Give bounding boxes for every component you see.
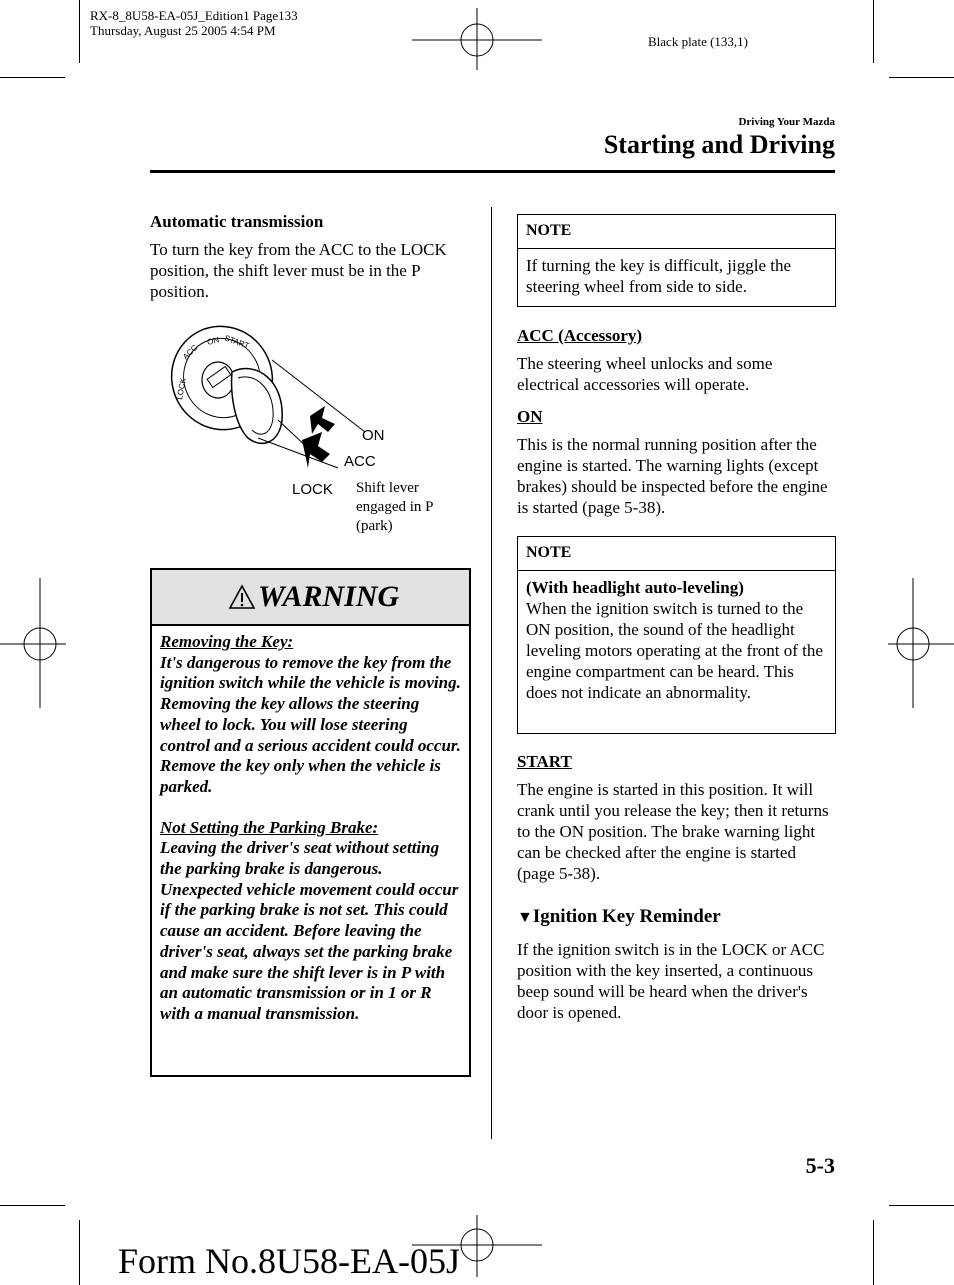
note-2-subtitle: (With headlight auto-leveling) bbox=[526, 578, 744, 597]
page-number: 5-3 bbox=[805, 1153, 835, 1178]
warning-s2-text: Leaving the driver's seat without setting the parking brake is dangerous. Unexpected vehicle movement could occur if the parking brake is not set. This could cause an accident. Before leaving the driver's seat, always set the parking brake and make sure the shift lever is in P with an automatic transmission or in 1 or R with a manual transmission. bbox=[160, 838, 459, 1023]
start-title: START bbox=[517, 752, 572, 771]
warning-title: WARNING bbox=[258, 580, 400, 613]
note-2-text: When the ignition switch is turned to the ON position, the sound of the headlight leveling motors operating at the front of the engine compartment can be heard. This does not indicate an abnormality. bbox=[526, 599, 823, 702]
registration-mark-left bbox=[0, 578, 66, 708]
warning-s1-text2: Remove the key only when the vehicle is parked. bbox=[160, 756, 441, 796]
caption-line-1: Shift lever bbox=[356, 480, 419, 496]
warning-box bbox=[150, 568, 471, 1077]
column-divider bbox=[491, 207, 492, 1139]
print-meta bbox=[90, 8, 298, 38]
triangle-down-icon: ▼ bbox=[517, 909, 533, 926]
registration-mark-top bbox=[412, 8, 542, 70]
registration-mark-right bbox=[888, 578, 954, 708]
page-title: Starting and Driving bbox=[603, 130, 835, 159]
warning-s2-title: Not Setting the Parking Brake: bbox=[160, 817, 379, 837]
header-rule bbox=[150, 170, 835, 173]
ring-label-on: ON bbox=[206, 335, 221, 347]
auto-transmission-heading: Automatic transmission bbox=[150, 212, 324, 231]
warning-body bbox=[152, 626, 469, 1031]
on-title: ON bbox=[517, 407, 543, 426]
caption-line-2: engaged in P bbox=[356, 499, 434, 515]
warning-header bbox=[152, 570, 469, 626]
section-label: Driving Your Mazda bbox=[738, 116, 835, 128]
print-meta-line1: RX-8_8U58-EA-05J_Edition1 Page133 bbox=[90, 8, 298, 23]
acc-text: The steering wheel unlocks and some electrical accessories will operate. bbox=[517, 354, 773, 394]
note-2-label: NOTE bbox=[518, 537, 835, 571]
reminder-text: If the ignition switch is in the LOCK or ACC position with the key inserted, a continuous beep sound will be heard when the driver's door is opened. bbox=[517, 940, 825, 1022]
ring-label-start: START bbox=[223, 333, 251, 351]
acc-title: ACC (Accessory) bbox=[517, 326, 643, 345]
note-2-body bbox=[518, 571, 835, 709]
figure-caption bbox=[356, 479, 466, 536]
ring-label-acc: ACC bbox=[181, 343, 200, 362]
note-1-text: If turning the key is difficult, jiggle the steering wheel from side to side. bbox=[526, 256, 792, 296]
on-text: This is the normal running position after the engine is started. The warning lights (except brakes) should be inspected before the engine is started (page 5-38). bbox=[517, 435, 828, 517]
warning-s1-title: Removing the Key: bbox=[160, 632, 294, 651]
figure-label-acc: ACC bbox=[344, 453, 376, 470]
figure-label-lock: LOCK bbox=[292, 481, 333, 498]
auto-transmission-text: To turn the key from the ACC to the LOCK position, the shift lever must be in the P position. bbox=[150, 240, 447, 301]
figure-label-on: ON bbox=[362, 427, 385, 444]
note-box-2 bbox=[517, 536, 836, 734]
caption-line-3: (park) bbox=[356, 518, 393, 534]
plate-label: Black plate (133,1) bbox=[648, 34, 748, 49]
warning-s1-text: It's dangerous to remove the key from the ignition switch while the vehicle is moving. Removing the key allows the steering wheel to lock. You will lose steering control and a serious accident could occur. bbox=[160, 652, 461, 755]
start-text: The engine is started in this position. It will crank until you release the key; then it returns to the ON position. The brake warning light can be checked after the engine is started (page 5-38). bbox=[517, 780, 829, 883]
warning-triangle-icon bbox=[228, 584, 256, 610]
ring-label-lock: LOCK bbox=[175, 377, 188, 401]
note-1-label: NOTE bbox=[518, 215, 835, 249]
note-box-1 bbox=[517, 214, 836, 307]
reminder-title: Ignition Key Reminder bbox=[532, 906, 721, 927]
print-meta-line2: Thursday, August 25 2005 4:54 PM bbox=[90, 23, 276, 38]
reminder-heading bbox=[517, 906, 721, 929]
form-number: Form No.8U58-EA-05J bbox=[118, 1241, 460, 1281]
